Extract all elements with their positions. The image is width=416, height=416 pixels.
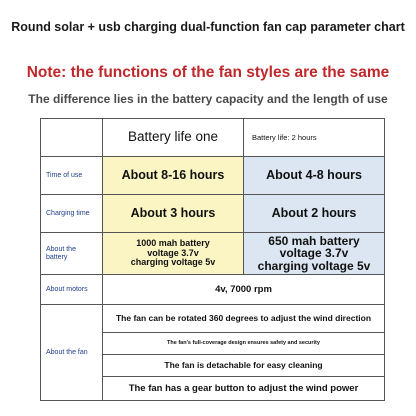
battery-right bbox=[244, 233, 385, 275]
charging-time-row bbox=[41, 195, 385, 233]
time-of-use-row bbox=[41, 157, 385, 195]
header-row bbox=[41, 119, 385, 157]
fan-row bbox=[41, 305, 385, 333]
charging-time-left: About 3 hours bbox=[103, 195, 244, 233]
subtitle-text: The difference lies in the battery capacity and the length of use bbox=[28, 92, 388, 106]
battery-left-line: charging voltage 5v bbox=[130, 257, 216, 268]
battery-left-line: voltage 3.7v bbox=[147, 247, 199, 258]
note-text: Note: the functions of the fan styles are the same bbox=[26, 64, 390, 81]
fan-feature-rotation: The fan can be rotated 360 degrees to adjust the wind direction bbox=[103, 305, 385, 333]
fan-feature-gear-button: The fan has a gear button to adjust the wind power bbox=[103, 377, 385, 401]
fan-feature-coverage: The fan's full-coverage design ensures safety and security bbox=[103, 333, 385, 355]
motors-row bbox=[41, 275, 385, 305]
battery-left-line: 1000 mah battery bbox=[136, 238, 210, 249]
chart-title: Round solar + usb charging dual-function fan cap parameter chart bbox=[11, 20, 405, 34]
battery-row bbox=[41, 233, 385, 275]
battery-life-two-heading: Battery life: 2 hours bbox=[244, 119, 385, 157]
battery-right-line: charging voltage 5v bbox=[257, 258, 371, 273]
parameter-table bbox=[40, 118, 385, 401]
battery-right-line: 650 mah battery bbox=[268, 233, 360, 248]
time-of-use-right: About 4-8 hours bbox=[244, 157, 385, 195]
time-of-use-label: Time of use bbox=[41, 157, 103, 195]
corner-cell bbox=[41, 119, 103, 157]
fan-feature-detachable: The fan is detachable for easy cleaning bbox=[103, 355, 385, 377]
charging-time-label: Charging time bbox=[41, 195, 103, 233]
motors-label: About motors bbox=[41, 275, 103, 305]
battery-life-one-heading: Battery life one bbox=[103, 119, 244, 157]
time-of-use-left: About 8-16 hours bbox=[103, 157, 244, 195]
motors-value: 4v, 7000 rpm bbox=[103, 275, 385, 305]
fan-label: About the fan bbox=[41, 305, 103, 401]
charging-time-right: About 2 hours bbox=[244, 195, 385, 233]
battery-label: About the battery bbox=[41, 233, 103, 275]
battery-right-line: voltage 3.7v bbox=[279, 246, 349, 261]
battery-left bbox=[103, 233, 244, 275]
